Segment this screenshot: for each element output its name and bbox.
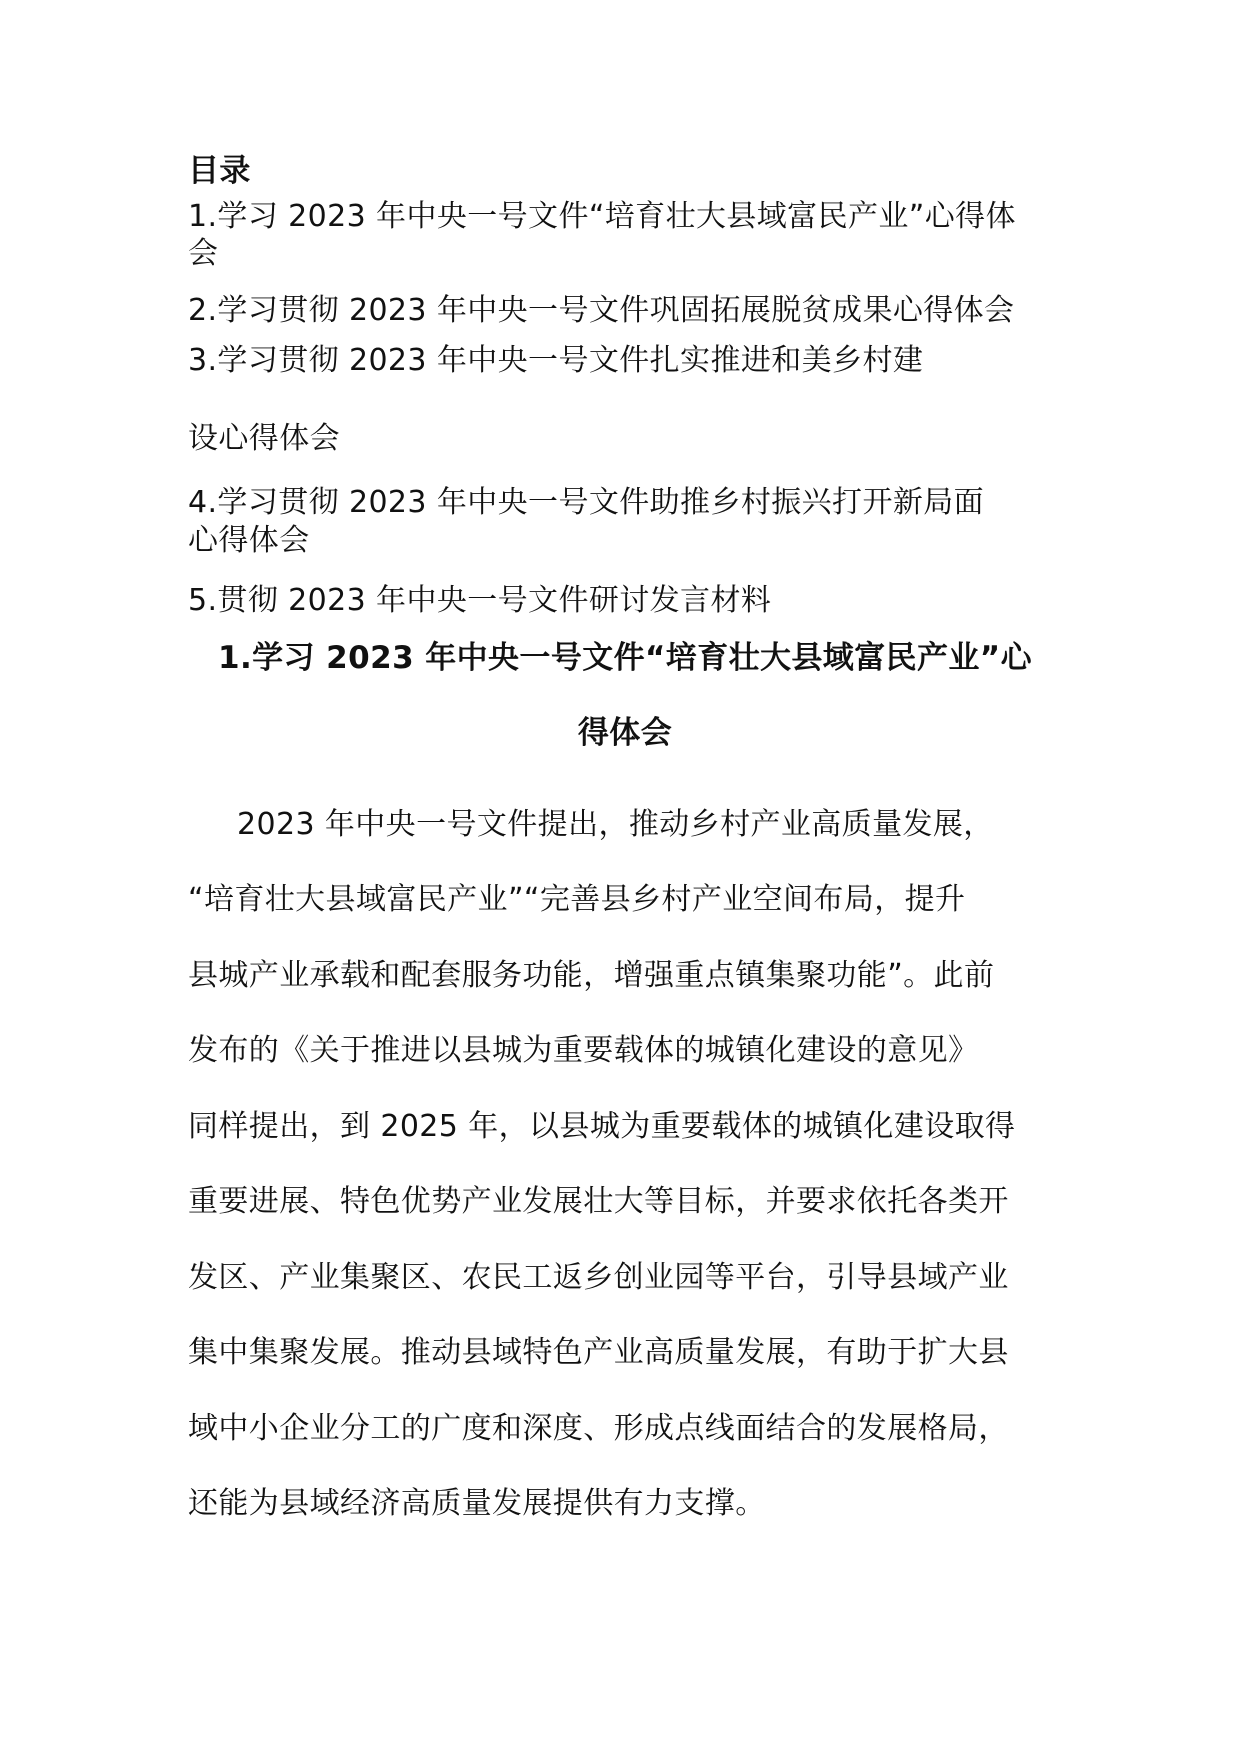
article-body-line-2: “培育壮大县域富民产业”“完善县乡村产业空间布局，提升 [188, 882, 966, 917]
article-body-line-8: 集中集聚发展。推动县域特色产业高质量发展，有助于扩大县 [188, 1335, 1009, 1370]
article-heading-line-1: 1.学习 2023 年中央一号文件“培育壮大县域富民产业”心 [218, 640, 1032, 676]
toc-item-5: 5.贯彻 2023 年中央一号文件研讨发言材料 [188, 583, 772, 618]
article-body-line-1: 2023 年中央一号文件提出，推动乡村产业高质量发展， [237, 807, 994, 842]
toc-item-3-line-2: 设心得体会 [188, 421, 340, 456]
toc-item-4-line-1: 4.学习贯彻 2023 年中央一号文件助推乡村振兴打开新局面 [188, 485, 985, 520]
article-body-line-5: 同样提出，到 2025 年，以县城为重要载体的城镇化建设取得 [188, 1109, 1016, 1144]
toc-item-2: 2.学习贯彻 2023 年中央一号文件巩固拓展脱贫成果心得体会 [188, 293, 1015, 328]
toc-item-1-line-1: 1.学习 2023 年中央一号文件“培育壮大县域富民产业”心得体 [188, 199, 1016, 234]
toc-title: 目录 [188, 153, 251, 189]
toc-item-1-line-2: 会 [188, 236, 219, 271]
article-body-line-4: 发布的《关于推进以县城为重要载体的城镇化建设的意见》 [188, 1033, 979, 1068]
article-body-line-10: 还能为县域经济高质量发展提供有力支撑。 [188, 1486, 766, 1521]
toc-item-4-line-2: 心得体会 [188, 523, 310, 558]
article-body-line-7: 发区、产业集聚区、农民工返乡创业园等平台，引导县域产业 [188, 1260, 1009, 1295]
toc-item-3-line-1: 3.学习贯彻 2023 年中央一号文件扎实推进和美乡村建 [188, 343, 924, 378]
article-body-line-6: 重要进展、特色优势产业发展壮大等目标，并要求依托各类开 [188, 1184, 1009, 1219]
article-heading-line-2: 得体会 [577, 715, 673, 751]
article-body-line-9: 域中小企业分工的广度和深度、形成点线面结合的发展格局， [188, 1411, 1009, 1446]
article-body-line-3: 县城产业承载和配套服务功能，增强重点镇集聚功能”。此前 [188, 958, 995, 993]
